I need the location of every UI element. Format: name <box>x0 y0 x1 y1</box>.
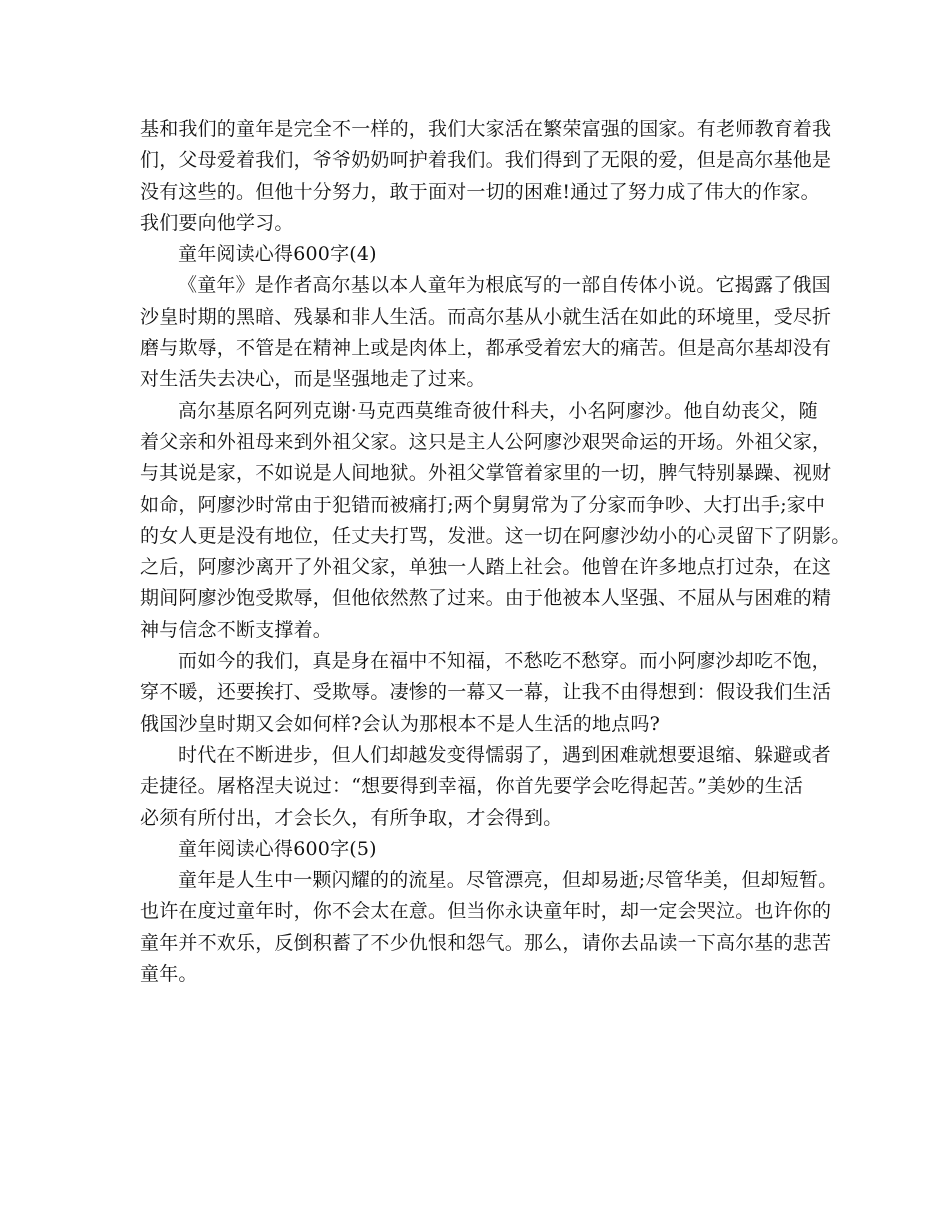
text-line: 高尔基原名阿列克谢·马克西莫维奇彼什科夫，小名阿廖沙。他自幼丧父，随 <box>178 399 818 422</box>
text-line: 我们要向他学习。 <box>140 211 294 234</box>
text-line: 着父亲和外祖母来到外祖父家。这只是主人公阿廖沙艰哭命运的开场。外祖父家， <box>140 430 832 453</box>
text-line: 俄国沙皇时期又会如何样?会认为那根本不是人生活的地点吗? <box>140 712 660 735</box>
text-line: 走捷径。屠格涅夫说过：“想要得到幸福，你首先要学会吃得起苦。”美妙的生活 <box>140 775 804 798</box>
text-line: 童年阅读心得600字(5) <box>178 837 377 860</box>
text-line: 如命，阿廖沙时常由于犯错而被痛打;两个舅舅常为了分家而争吵、大打出手;家中 <box>140 493 826 516</box>
text-line: 《童年》是作者高尔基以本人童年为根底写的一部自传体小说。它揭露了俄国 <box>178 274 831 297</box>
text-line: 沙皇时期的黑暗、残暴和非人生活。而高尔基从小就生活在如此的环境里，受尽折 <box>140 305 832 328</box>
text-line: 也许在度过童年时，你不会太在意。但当你永诀童年时，却一定会哭泣。也许你的 <box>140 900 832 923</box>
text-line: 童年阅读心得600字(4) <box>178 243 377 266</box>
text-line: 童年并不欢乐，反倒积蓄了不少仇恨和怨气。那么，请你去品读一下高尔基的悲苦 <box>140 931 832 954</box>
text-line: 童年。 <box>140 963 198 986</box>
text-line: 之后，阿廖沙离开了外祖父家，单独一人踏上社会。他曾在许多地点打过杂，在这 <box>140 556 832 579</box>
text-line: 对生活失去决心，而是坚强地走了过来。 <box>140 368 486 391</box>
text-line: 基和我们的童年是完全不一样的，我们大家活在繁荣富强的国家。有老师教育着我 <box>140 118 832 140</box>
document-body <box>140 114 851 990</box>
text-line: 们，父母爱着我们，爷爷奶奶呵护着我们。我们得到了无限的爱，但是高尔基他是 <box>140 149 832 172</box>
text-line: 而如今的我们，真是身在福中不知福，不愁吃不愁穿。而小阿廖沙却吃不饱， <box>178 650 831 673</box>
text-line: 时代在不断进步，但人们却越发变得懦弱了，遇到困难就想要退缩、躲避或者 <box>178 743 831 766</box>
text-line: 必须有所付出，才会长久，有所争取，才会得到。 <box>140 806 563 829</box>
text-line: 没有这些的。但他十分努力，敢于面对一切的困难!通过了努力成了伟大的作家。 <box>140 180 820 203</box>
text-line: 磨与欺辱，不管是在精神上或是肉体上，都承受着宏大的痛苦。但是高尔基却没有 <box>140 337 832 360</box>
text-line: 与其说是家，不如说是人间地狱。外祖父掌管着家里的一切，脾气特别暴躁、视财 <box>140 462 832 485</box>
text-line: 童年是人生中一颗闪耀的的流星。尽管漂亮，但却易逝;尽管华美，但却短暂。 <box>178 869 838 892</box>
text-line: 穿不暖，还要挨打、受欺辱。凄惨的一幕又一幕，让我不由得想到：假设我们生活 <box>140 681 832 704</box>
text-line: 期间阿廖沙饱受欺辱，但他依然熬了过来。由于他被本人坚强、不屈从与困难的精 <box>140 587 832 610</box>
text-line: 的女人更是没有地位，任丈夫打骂，发泄。这一切在阿廖沙幼小的心灵留下了阴影。 <box>140 524 851 547</box>
text-line: 神与信念不断支撑着。 <box>140 618 333 641</box>
